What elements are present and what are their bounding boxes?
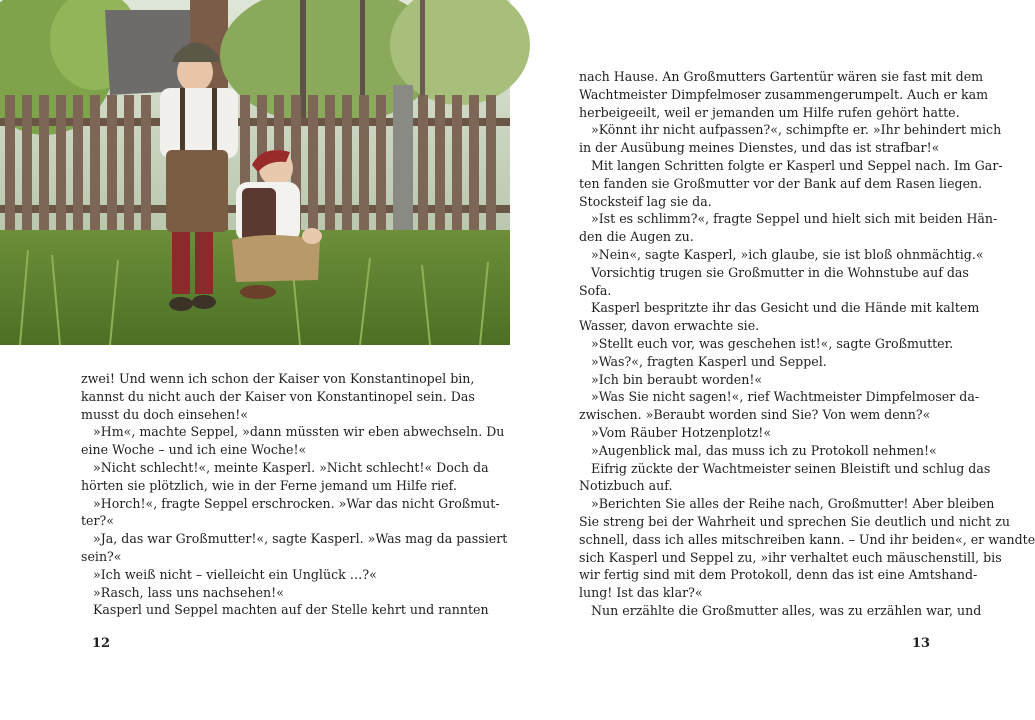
text-line: »Ist es schlimm?«, fragte Seppel und hielt sich mit beiden Hän- bbox=[591, 211, 998, 227]
text-line: sein?« bbox=[81, 548, 122, 564]
page-number-right: 13 bbox=[912, 636, 931, 651]
text-line: den die Augen zu. bbox=[579, 229, 694, 245]
text-line: »Könnt ihr nicht aufpassen?«, schimpfte er. »Ihr behindert mich bbox=[591, 122, 1002, 138]
text-line: Kasperl und Seppel machten auf der Stelle kehrt und rannten bbox=[93, 602, 489, 618]
text-line: Mit langen Schritten folgte er Kasperl und Seppel nach. Im Gar- bbox=[591, 157, 1003, 173]
text-line: Eifrig zückte der Wachtmeister seinen Bleistift und schlug das bbox=[591, 460, 991, 476]
text-line: »Nein«, sagte Kasperl, »ich glaube, sie ist bloß ohnmächtig.« bbox=[591, 246, 984, 262]
text-line: »Was?«, fragten Kasperl und Seppel. bbox=[591, 353, 827, 369]
text-line: »Vom Räuber Hotzenplotz!« bbox=[591, 424, 772, 440]
text-line: eine Woche – und ich eine Woche!« bbox=[81, 442, 307, 458]
left-page bbox=[0, 0, 510, 720]
text-line: Stocksteif lag sie da. bbox=[579, 193, 712, 209]
text-line: »Rasch, lass uns nachsehen!« bbox=[93, 584, 284, 600]
page-number-left: 12 bbox=[92, 636, 111, 651]
text-line: »Was Sie nicht sagen!«, rief Wachtmeister Dimpfelmoser da- bbox=[591, 389, 980, 405]
text-line: zwischen. »Beraubt worden sind Sie? Von wem denn?« bbox=[579, 407, 931, 423]
text-line: »Hm«, machte Seppel, »dann müssten wir eben abwechseln. Du bbox=[93, 424, 505, 440]
text-line: zwei! Und wenn ich schon der Kaiser von Konstantinopel bin, bbox=[81, 371, 475, 386]
text-line: »Horch!«, fragte Seppel erschrocken. »War das nicht Großmut- bbox=[93, 495, 500, 511]
photo-two-boys-garden bbox=[0, 0, 510, 345]
text-line: sich Kasperl und Seppel zu, »ihr verhaltet euch mäuschenstill, bis bbox=[579, 549, 1002, 565]
text-line: »Augenblick mal, das muss ich zu Protokoll nehmen!« bbox=[591, 442, 937, 458]
text-line: musst du doch einsehen!« bbox=[81, 406, 248, 422]
right-page bbox=[510, 0, 1035, 720]
right-page-text bbox=[579, 68, 1035, 620]
text-line: Sie streng bei der Wahrheit und sprechen Sie deutlich und nicht zu bbox=[579, 513, 1010, 529]
text-line: »Stellt euch vor, was geschehen ist!«, sagte Großmutter. bbox=[591, 335, 954, 351]
text-line: nach Hause. An Großmutters Gartentür wären sie fast mit dem bbox=[579, 69, 984, 84]
text-line: Notizbuch auf. bbox=[579, 478, 673, 494]
text-line: kannst du nicht auch der Kaiser von Konstantinopel sein. Das bbox=[81, 388, 475, 404]
text-line: schnell, dass ich alles mitschreiben kann. – Und ihr beiden«, er wandte bbox=[579, 531, 1035, 547]
text-line: Wasser, davon erwachte sie. bbox=[579, 318, 760, 334]
text-line: Kasperl bespritzte ihr das Gesicht und die Hände mit kaltem bbox=[591, 300, 980, 316]
text-line: lung! Ist das klar?« bbox=[579, 585, 703, 601]
text-line: in der Ausübung meines Dienstes, und das ist strafbar!« bbox=[579, 140, 940, 156]
text-line: ten fanden sie Großmutter vor der Bank auf dem Rasen liegen. bbox=[579, 175, 983, 191]
text-line: »Ja, das war Großmutter!«, sagte Kasperl. »Was mag da passiert bbox=[93, 531, 508, 547]
text-line: »Nicht schlecht!«, meinte Kasperl. »Nicht schlecht!« Doch da bbox=[93, 459, 489, 475]
text-line: »Ich weiß nicht – vielleicht ein Unglück …?« bbox=[93, 566, 377, 582]
text-line: »Ich bin beraubt worden!« bbox=[591, 371, 763, 387]
text-line: Vorsichtig trugen sie Großmutter in die Wohnstube auf das bbox=[591, 264, 969, 280]
text-line: Nun erzählte die Großmutter alles, was zu erzählen war, und bbox=[591, 602, 982, 618]
text-line: wir fertig sind mit dem Protokoll, denn das ist eine Amtshand- bbox=[579, 567, 978, 583]
text-line: Sofa. bbox=[579, 282, 612, 298]
text-line: herbeigeeilt, weil er jemanden um Hilfe rufen gehört hatte. bbox=[579, 104, 960, 120]
text-line: hörten sie plötzlich, wie in der Ferne jemand um Hilfe rief. bbox=[81, 477, 457, 493]
text-line: Wachtmeister Dimpfelmoser zusammengerumpelt. Auch er kam bbox=[579, 86, 989, 102]
photo-illustration bbox=[0, 0, 510, 345]
text-line: »Berichten Sie alles der Reihe nach, Großmutter! Aber bleiben bbox=[591, 496, 995, 512]
left-page-text bbox=[81, 370, 508, 619]
text-line: ter?« bbox=[81, 513, 114, 529]
